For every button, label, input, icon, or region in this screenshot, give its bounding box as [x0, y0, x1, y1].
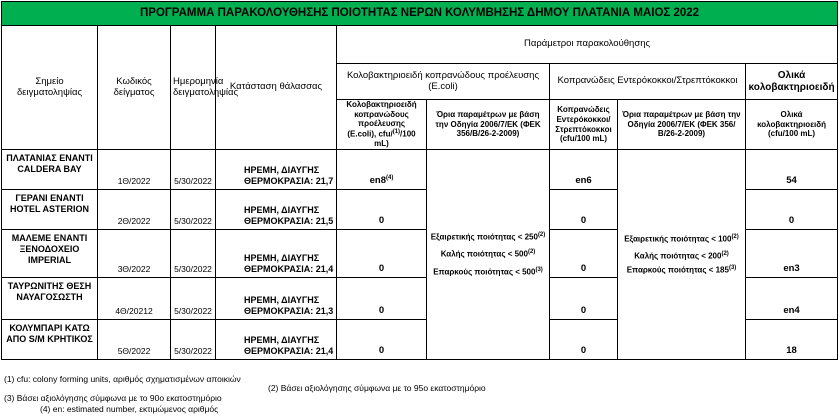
total-value: 54 — [746, 150, 838, 190]
sea-condition: ΗΡΕΜΗ, ΔΙΑΥΓΗΣ ΘΕΡΜΟΚΡΑΣΙΑ: 21,7 — [216, 150, 337, 190]
footnote-3: (3) Βάσει αξιολόγησης σύμφωνα με το 90ο εκατοστημόριο — [4, 393, 222, 403]
subheader-ecoli: Κολοβακτηριοειδή κοπρανώδους προέλευσης (E.coli), cfu/$^{(1)}$/100 mL) — [337, 100, 427, 150]
entero-value: en6 — [550, 150, 618, 190]
ecoli-value: 0 — [337, 278, 427, 320]
header-total-group: Ολικά κολοβακτηριοειδή — [746, 64, 838, 100]
sample-code: 1Θ/2022 — [98, 150, 171, 190]
limit-sufficient: Επαρκούς $\pi o\iota ό\tau\eta\tau\alpha\varsigma < 185^{(3)}$ — [626, 264, 737, 275]
table-row — [2, 150, 838, 190]
sample-date: 5/30/2022 — [171, 320, 216, 360]
sample-code: 2Θ/2022 — [98, 190, 171, 230]
sea-condition: ΗΡΕΜΗ, ΔΙΑΥΓΗΣ ΘΕΡΜΟΚΡΑΣΙΑ: 21,4 — [216, 320, 337, 360]
sample-date: 5/30/2022 — [171, 230, 216, 278]
report-title: ΠΡΟΓΡΑΜΜΑ ΠΑΡΑΚΟΛΟΥΘΗΣΗΣ ΠΟΙΟΤΗΤΑΣ ΝΕΡΩΝ ΚΟΛΥΜΒΗΣΗΣ ΔΗΜΟΥ ΠΛΑΤΑΝΙΑ ΜΑΙΟΣ 2022 — [2, 2, 838, 26]
sea-condition: ΗΡΕΜΗ, ΔΙΑΥΓΗΣ ΘΕΡΜΟΚΡΑΣΙΑ: 21,4 — [216, 230, 337, 278]
sample-code: 4Θ/20212 — [98, 278, 171, 320]
entero-value: 0 — [550, 278, 618, 320]
header-ecoli-group: Κολοβακτηριοειδή κοπρανώδους προέλευσης (E.coli) — [337, 64, 550, 100]
total-value: 0 — [746, 190, 838, 230]
total-value: en3 — [746, 230, 838, 278]
footnote-2: (2) Βάσει αξιολόγησης σύμφωνα με το 95ο εκατοστημόριο — [268, 383, 486, 393]
ecoli-limits — [427, 150, 550, 360]
ecoli-value: 0 — [337, 190, 427, 230]
entero-value: 0 — [550, 230, 618, 278]
site-name: ΜΑΛΕΜΕ ΕΝΑΝΤΙ ΞΕΝΟΔΟΧΕΙΟ IMPERIAL — [2, 230, 98, 278]
total-value: 18 — [746, 320, 838, 360]
header-site: Σημείο δειγματοληψίας — [2, 26, 98, 150]
sample-date: 5/30/2022 — [171, 150, 216, 190]
site-name: ΤΑΥΡΩΝΙΤΗΣ ΘΕΣΗ ΝΑΥΑΓΟΣΩΣΤΗ — [2, 278, 98, 320]
footnote-4: (4) en: estimated number, εκτιμώμενος αριθμός — [40, 404, 219, 414]
limit-good: Καλής $\pi o\iota ό\tau\eta\tau\alpha\varsigma < 500^{(2)}$ — [440, 249, 536, 259]
sample-date: 5/30/2022 — [171, 278, 216, 320]
header-entero-group: Κοπρανώδεις Εντερόκοκκοι/Στρεπτόκοκκοι — [550, 64, 746, 100]
total-value: en4 — [746, 278, 838, 320]
water-quality-table — [1, 1, 838, 360]
limit-excellent: Εξαιρετικής $\pi o\iota ό\tau\eta\tau\alpha\varsigma < 250^{(2)}$ — [430, 231, 546, 242]
ecoli-value: en8$^{(4)}$ — [337, 150, 427, 190]
site-name: ΓΕΡΑΝΙ ΕΝΑΝΤΙ HOTEL ASTERION — [2, 190, 98, 230]
entero-limits — [618, 150, 746, 360]
limit-excellent: Εξαιρετικής $\pi o\iota ό\tau\eta\tau\alpha\varsigma < 100^{(2)}$ — [624, 233, 739, 244]
entero-value: 0 — [550, 320, 618, 360]
site-name: ΠΛΑΤΑΝΙΑΣ ΕΝΑΝΤΙ CALDERA BAY — [2, 150, 98, 190]
ecoli-value: 0 — [337, 320, 427, 360]
sea-condition: ΗΡΕΜΗ, ΔΙΑΥΓΗΣ ΘΕΡΜΟΚΡΑΣΙΑ: 21,5 — [216, 190, 337, 230]
limit-sufficient: Επαρκούς $\pi o\iota ό\tau\eta\tau\alpha\varsigma < 500^{(3)}$ — [433, 266, 543, 277]
entero-value: 0 — [550, 190, 618, 230]
subheader-entero: Κοπρανώδεις Εντερόκοκκοι/ Στρεπτόκοκκοι (cfu/100 mL) — [550, 100, 618, 150]
sample-code: 3Θ/2022 — [98, 230, 171, 278]
limit-good: Καλής $\pi o\iota ό\tau\eta\tau\alpha\varsigma < 200^{(2)}$ — [634, 251, 729, 261]
ecoli-value: 0 — [337, 230, 427, 278]
header-sea-state: Κατάσταση θάλασσας — [216, 26, 337, 150]
footnote-1: (1) cfu: colony forming units, αριθμός σχηματισμένων αποικιών — [4, 374, 241, 384]
subheader-ecoli-limits: Όρια παραμέτρων με βάση την Οδηγία 2006/7/ΕΚ (ΦΕΚ 356/Β/26-2-2009) — [427, 100, 550, 150]
header-date: Ημερομηνία δειγματοληψίας — [171, 26, 216, 150]
report-container — [1, 1, 837, 360]
sample-code: 5Θ/2022 — [98, 320, 171, 360]
sea-condition: ΗΡΕΜΗ, ΔΙΑΥΓΗΣ ΘΕΡΜΟΚΡΑΣΙΑ: 21,3 — [216, 278, 337, 320]
subheader-entero-limits: Όρια παραμέτρων με βάση την Οδηγία 2006/7/ΕΚ (ΦΕΚ 356/Β/26-2-2009) — [618, 100, 746, 150]
sample-date: 5/30/2022 — [171, 190, 216, 230]
header-code: Κωδικός δείγματος — [98, 26, 171, 150]
header-parameters: Παράμετροι παρακολούθησης — [337, 26, 838, 64]
site-name: ΚΟΛΥΜΠΑΡΙ ΚΑΤΩ ΑΠΟ S/M ΚΡΗΤΙΚΟΣ — [2, 320, 98, 360]
subheader-total: Ολικά κολοβακτηριοειδή (cfu/100 mL) — [746, 100, 838, 150]
